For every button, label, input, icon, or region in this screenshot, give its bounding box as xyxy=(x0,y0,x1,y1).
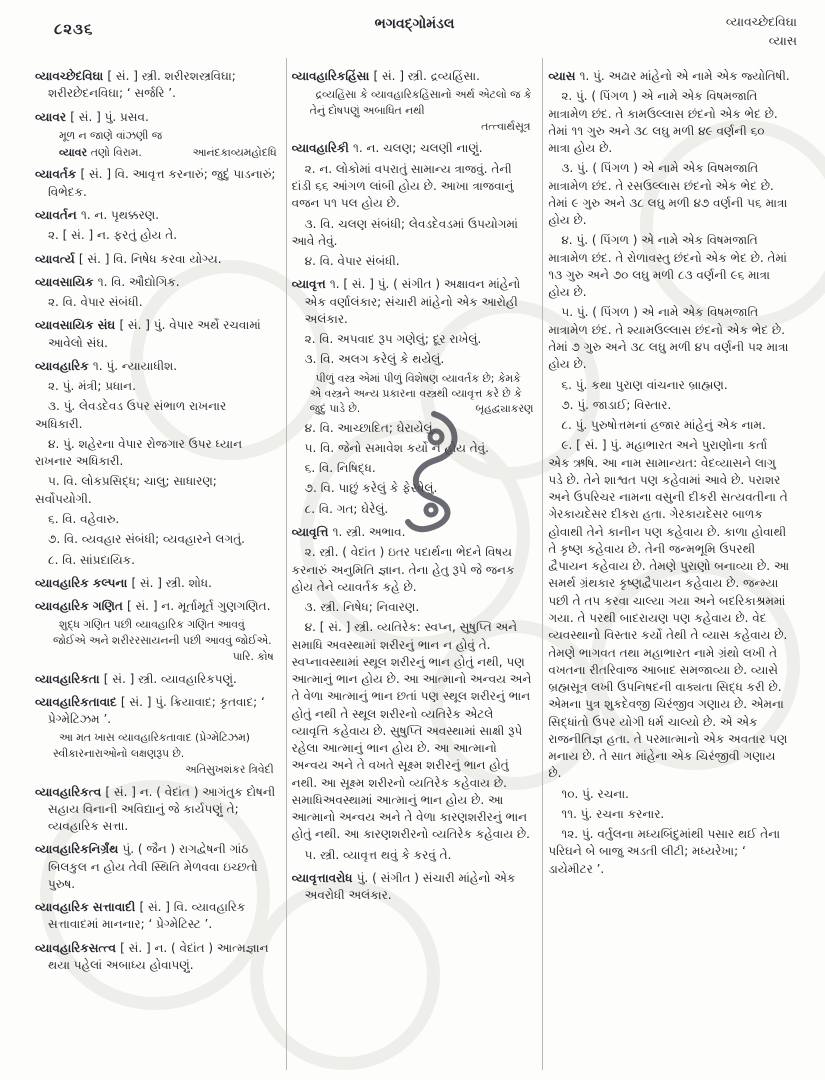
sense-block: ૬. વિ. નિષિદ્ધ. xyxy=(304,461,376,476)
sense-block: ૨. પું. ( પિંગળ ) એ નામે એક વિષમજાતિ માત્રામેળ છંદ. તે કામઉલ્લાસ છંદનો એક ભેદ છે. તેમાં ૧૧ ગુરુ અને ૩૮ લઘુ મળી ૪૯ વર્ણની ૬૦ માત્રા હોય છે. xyxy=(548,89,778,156)
quote-block: મૂળ ન જાણે વાંઝણી જ xyxy=(59,128,162,142)
sense-block: ૨. સ્ત્રી. ( વેદાંત ) ઇતર પદાર્થના ભેદને વિષય કરનારું અનુમિતિ જ્ઞાન. તેના હેતુ રૂપે જે જનક હોય તેને વ્યાવર્તક કહે છે. xyxy=(291,545,515,594)
headword: વ્યાવહારિકનિર્ગ્રંથ xyxy=(35,842,123,857)
headword: વ્યાવર્તક xyxy=(35,167,81,182)
sense-block: ૧૧. પું. રચના કરનાર. xyxy=(561,806,665,821)
sense-block: ૬. પું. કથા પુરાણ વાંચનાર બ્રાહ્મણ. xyxy=(561,377,728,392)
quote-block: દ્રવ્યહિંસા કે વ્યાવહારિકહિંસાનો અર્થ એટલો જ કે તેનું દોષપણું અબાધિત નથી xyxy=(309,88,532,117)
headword: વ્યાવસાયિક સંઘ xyxy=(35,318,120,333)
sense-block: ૨. ન. લોકોમાં વપરાતું સામાન્ય ત્રાજવું. તેની દાંડી ૬૬ આંગળ લાંબી હોય છે. આખા ત્રાજવાનું વજન ૫૧ પલ હોય છે. xyxy=(291,161,514,211)
quote-block: પીળું વસ્ત્ર એમાં પીળું વિશેષણ વ્યાવર્તક છે; કેમકે એ વસ્ત્રને અન્ય પ્રકારના વસ્ત્રથી વ્યાવૃત્ત કરે છે કે જુદું પાડે છે. બૃહદ્વ્યાકરણ xyxy=(309,371,534,416)
sense-block: ૫. વિ. જેનો સમાવેશ કર્યો ન હોય તેવું. xyxy=(304,440,489,455)
entry-block: વ્યાવહારિકસત્ત્વ [ સં. ] ન. ( વેદાંત ) આત્મજ્ઞાન થયા પહેલાં અબાધ્ય હોવાપણું. xyxy=(35,940,269,972)
entry-block: વ્યાવહારિકતાવાદ [ સં. ] પું. ક્રિયાવાદ; કૃતવાદ; ‘ પ્રેગ્મેટિઝમ ’. xyxy=(35,694,265,727)
page-header xyxy=(30,8,799,58)
sense-block: ૩. વિ. ચલણ સંબંધી; લેવડદેવડમાં ઉપયોગમાં આવે તેવું. xyxy=(291,216,518,248)
quote-block: શુદ્ધ ગણિત પછી વ્યાવહારિક ગણિત આવવું જોઈએ અને શરીરરસાયનની પછી આવવું જોઈએ. xyxy=(53,618,272,647)
entry-block: વ્યાવહારિક કલ્પના [ સં. ] સ્ત્રી. શોધ. xyxy=(35,575,212,590)
source-block: અતિસુખશંકર ત્રિવેદી xyxy=(185,762,274,776)
headword: વ્યાવહારિક સત્તાવાદી xyxy=(35,900,140,915)
guide-words xyxy=(726,12,797,51)
sense-block: ૪. પું. શહેરના વેપાર રોજગાર ઉપર ધ્યાન રાખનાર અધિકારી. xyxy=(35,436,243,469)
entry-block: વ્યાવહારિકનિર્ગ્રંથ પું. ( જૈન ) રાગદ્વેષની ગાંઠ બિલકુલ ન હોય તેવી સ્થિતિ મેળવવા ઇચ્છતો પુરુષ. xyxy=(35,842,258,891)
entry-block: વ્યાવહારિકતા [ સં. ] સ્ત્રી. વ્યાવહારિકપણું. xyxy=(35,671,237,686)
sense-block: ૩. પું. ( પિંગળ ) એ નામે એક વિષમજાતિ માત્રામેળ છંદ. તે રસઉલ્લાસ છંદનો એક ભેદ છે. તેમાં ૯ ગુરુ અને ૩૮ લઘુ મળી ૪૭ વર્ણની ૫૬ માત્રા હોય છે. xyxy=(548,161,788,228)
entry-block: વ્યાવહારિક સત્તાવાદી [ સં. ] વિ. વ્યાવહારિક સત્તાવાદમાં માનનાર; ‘ પ્રેગ્મેટિસ્ટ ’. xyxy=(35,900,246,932)
sense-block: ૮. પું. પુરુષોત્તમનાં હજાર માંહેનું એક નામ. xyxy=(561,418,766,433)
sense-block: ૫. વિ. લોકપ્રસિદ્ધ; ચાલુ; સાધારણ; સર્વોપયોગી. xyxy=(35,474,217,506)
sense-block: ૮. વિ. ગત; ઘેરેલું. xyxy=(304,501,389,516)
entry-block: વ્યાવહારિકત્વ [ સં. ] ન. ( વેદાંત ) આગંતુક દોષની સહાય વિનાની અવિદ્યાનું જે કાર્યપણું તે; વ્યવહારિક સત્તા. xyxy=(35,784,276,834)
headword: વ્યાવહારિક કલ્પના xyxy=(35,575,132,590)
entry-block: વ્યાવહારિકી ૧. ન. ચલણ; ચલણી નાણું. xyxy=(291,141,483,156)
sense-block: ૪. [ સં. ] સ્ત્રી. વ્યતિરેક: સ્વપ્ન, સુષુપ્તિ અને સમાધિ અવસ્થામાં શરીરનું ભાન ન હોવું તે. સ્વપ્નાવસ્થામાં સ્થૂલ શરીરનું ભાન હોતું નથી, પણ આત્માનું ભાન હોય છે. આ આત્માનો અન્વય અને તે વેળા આત્માનું ભાન છતાં પણ સ્થૂલ શરીરનું ભાન હોતું નથી તે સ્થૂલ શરીરનો વ્યતિરેક એટલે વ્યાવૃત્તિ કહેવાય છે. સુષુપ્તિ અવસ્થામાં સાક્ષી રૂપે રહેલા આત્માનું ભાન હોય છે. આ આત્માનો અન્વય અને તે વખતે સૂક્ષ્મ શરીરનું ભાન હોતું નથી. આ સૂક્ષ્મ શરીરનો વ્યતિરેક કહેવાય છે. સમાધિઅવસ્થામાં આત્માનું ભાન હોય છે. આ આત્માનો અન્વય અને તે વેળા કારણશરીરનું ભાન હોતું નથી. આ કારણશરીરનો વ્યતિરેક કહેવાય છે. xyxy=(291,620,532,842)
headword: વ્યાવચ્છેદવિઘા xyxy=(35,69,108,83)
headword: વ્યાવર xyxy=(35,109,71,124)
sense-block: ૨. વિ. વેપાર સંબંધી. xyxy=(48,295,143,310)
headword: વ્યાવહારિકત્વ xyxy=(35,784,106,799)
headword: વ્યાવહારિકતા xyxy=(35,671,104,686)
citation-source: બૃહદ્વ્યાકરણ xyxy=(475,402,534,416)
entry-block: વ્યાવચ્છેદવિઘા [ સં. ] સ્ત્રી. શરીરશસ્ત્રવિઘા; શરીરછેદનવિઘા; ‘ સર્જરિ ’. xyxy=(35,69,236,101)
sense-block: ૪. વિ. આચ્છાદિત; ઘેરાયેલું. xyxy=(304,420,437,435)
sense-block: ૧૨. પું. વર્તુલના મધ્યબિંદુમાંથી પસાર થઈ તેના પરિઘને બે બાજુ અડતી લીટી; મધ્યરેખા; ‘ ડાયેમીટર ’. xyxy=(548,827,781,876)
entry-block: વ્યાવૃત્તાવરોધ પું. ( સંગીત ) સંચારી માંહેનો એક અવરોધી અલંકાર. xyxy=(291,871,516,903)
entry-block: વ્યાવર્ત્ય [ સં. ] વિ. નિષેધ કરવા યોગ્ય. xyxy=(35,251,222,266)
headword: વ્યાવહારિક xyxy=(35,358,93,373)
sense-block: ૮. વિ. સાંપ્રદાયિક. xyxy=(48,552,135,567)
sense-block: ૧૦. પું. રચના. xyxy=(561,786,629,801)
guide-word-first: વ્યાવચ્છેદવિઘા xyxy=(725,14,797,29)
column-1 xyxy=(30,58,286,1070)
entry-block: વ્યાવર [ સં. ] પું. પ્રસવ. xyxy=(35,109,149,124)
sense-block: ૩. પું. લેવડદેવડ ઉપર સંભાળ રાખનાર અધિકારી. xyxy=(35,399,227,431)
headword: વ્યાવૃત્તાવરોધ xyxy=(291,871,357,886)
sense-block: ૭. પું. જાડાઈ; વિસ્તાર. xyxy=(561,397,672,412)
sense-block: ૨. પું. મંત્રી; પ્રધાન. xyxy=(48,379,136,394)
headword: વ્યાવર xyxy=(59,146,91,160)
headword: વ્યાવહારિકસત્ત્વ xyxy=(35,940,121,955)
headword: વ્યાવહારિકી xyxy=(291,141,353,156)
column-2 xyxy=(286,58,543,1070)
entry-block: વ્યાવસાયિક સંઘ [ સં. ] પું. વેપાર અર્થે રચવામાં આવેલો સંઘ. xyxy=(35,318,261,350)
guide-word-last: વ્યાસ xyxy=(768,33,797,49)
sense-block: ૫. સ્ત્રી. વ્યાવૃત્ત થવું કે કરવું તે. xyxy=(304,847,452,862)
source-block: પારિ. કોષ xyxy=(232,649,274,663)
sense-block: ૪. પું. ( પિંગળ ) એ નામે એક વિષમજાતિ માત્રામેળ છંદ. તે રોળાવસ્તુ છંદનો એક ભેદ છે. તેમાં ૧૩ ગુરુ અને ૭૦ લઘુ મળી ૮૩ વર્ણની ૯૬ માત્રા હોય છે. xyxy=(548,233,787,300)
headword: વ્યાસ xyxy=(548,69,580,83)
source-block: તત્ત્વાર્થસૂત્ર xyxy=(481,119,531,133)
sense-block: ૭. વિ. વ્યવહાર સંબંધી; વ્યવહારને લગતું. xyxy=(48,532,245,547)
citation-source: આનંદકાવ્યમહોદધિ xyxy=(192,146,277,160)
entry-block: વ્યાવર્તક [ સં. ] વિ. આવૃત્ત કરનારું; જુદું પાડનારું; વિભેદક. xyxy=(35,167,276,199)
sense-block: ૬. વિ. વહેવારુ. xyxy=(48,511,120,526)
entry-block: વ્યાવહારિક ગણિત [ સં. ] ન. મૂર્તામૂર્ત ગુણગણિત. xyxy=(35,599,271,614)
entry-block: વ્યાવહારિકહિંસા [ સં. ] સ્ત્રી. દ્રવ્યહિંસા. xyxy=(291,69,480,83)
headword: વ્યાવહારિકતાવાદ xyxy=(35,694,121,709)
column-3 xyxy=(542,58,799,1070)
entry-block: વ્યાવર્તન ૧. ન. પૃથક્કરણ. xyxy=(35,207,160,222)
headword: વ્યાવહારિક ગણિત xyxy=(35,599,127,614)
entry-block: વ્યાસ ૧. પું. અઢાર માંહેનો એ નામે એક જ્યોતિષી. xyxy=(548,69,790,83)
sense-block: ૫. પું. ( પિંગળ ) એ નામે એક વિષમજાતિ માત્રામેળ છંદ. તે શ્યામઉલ્લાસ છંદનો એક ભેદ છે. તેમાં ૭ ગુરુ અને ૩૮ લઘુ મળી ૪૫ વર્ણની ૫૨ માત્રા હોય છે. xyxy=(548,305,789,372)
text-columns xyxy=(30,58,799,1070)
sense-block: ૯. [ સં. ] પું. મહાભારત અને પુરાણોના કર્તા એક ઋષિ. આ નામ સામાન્યત: વેદવ્યાસને લાગુ પડે છે. તેને શાશ્વત પણ કહેવામાં આવે છે. પરાશર અને ઉપરિચર નામના વસુની દીકરી સત્યવતીના તે ગેરકાયદેસર દીકરા હતા. ગેરકાયદેસર બાળક હોવાથી તેને કાનીન પણ કહેવાય છે. કાળા હોવાથી તે કૃષ્ણ કહેવાય છે. તેની જન્મભૂમિ ઉપરથી દ્વૈપાયન કહેવાય છે. તેમણે પુરાણો બનાવ્યા છે. આ સમર્થ ગ્રંથકાર કૃષ્ણદ્વૈપાયન કહેવાય છે. જન્મ્યા પછી તે તપ કરવા ચાલ્યા ગયા અને બદરિકાશ્રમમાં ગયા. તે પરથી બાદરાયણ પણ કહેવાય છે. વેદ વ્યવસ્થાનો વિસ્તાર કર્યો તેથી તે વ્યાસ કહેવાય છે. તેમણે ભાગવત તથા મહાભારત નામે ગ્રંથો લખી તે વખતના રીતરિવાજ આબાદ સમજાવ્યા છે. વ્યાસે બ્રહ્મસૂત્ર લખી ઉપનિષદની વાક્યતા સિદ્ધ કરી છે. એમના પુત્ર શુકદેવજી ચિરંજીવ ગણાય છે. એમના સિદ્ધાંતો ઉપર યોગી ધર્મ ચાલ્યો છે. એ એક રાજનીતિજ્ઞ હતા. તે પરમાત્માનો એક અવતાર પણ મનાય છે. તે સાત માંહેના એક ચિરંજીવી ગણાય છે. xyxy=(548,438,790,781)
headword: વ્યાવર્તન xyxy=(35,207,81,222)
page-number: ૮૨૩૬ xyxy=(54,20,94,38)
book-title: ભગવદ્ગોમંડલ xyxy=(374,16,455,32)
entry-block: વ્યાવસાયિક ૧. વિ. ઔદ્યોગિક. xyxy=(35,274,180,289)
sense-block: ૪. વિ. વેપાર સંબંધી. xyxy=(304,254,400,269)
sense-block: ૨. વિ. અપવાદ રૂપ ગણેલું; દૂર રાખેલું. xyxy=(304,332,482,347)
entry-block: વ્યાવૃત્ત ૧. [ સં. ] પું. ( સંગીત ) અક્ષાવન માંહેનો એક વર્ણાલંકાર; સંચારી માંહેનો એક આરોહી અલંકાર. xyxy=(291,277,521,326)
sense-block: ૩. સ્ત્રી. નિષેધ; નિવારણ. xyxy=(304,600,420,615)
sense-block: ૭. વિ. પાછું કરેલું કે ફેરવેલું. xyxy=(304,481,438,496)
headword: વ્યાવહારિકહિંસા xyxy=(291,69,374,83)
headword: વ્યાવૃત્ત xyxy=(291,277,330,292)
headword: વ્યાવસાયિક xyxy=(35,274,98,289)
entry-block: વ્યાવહારિક ૧. પું. ન્યાયાધીશ. xyxy=(35,358,178,373)
sense-block: ૨. [ સં. ] ન. ફરતું હોય તે. xyxy=(48,228,178,243)
entry-block: વ્યાવૃત્તિ ૧. સ્ત્રી. અભાવ. xyxy=(291,524,406,539)
headword: વ્યાવર્ત્ય xyxy=(35,251,79,266)
headword: વ્યાવૃત્તિ xyxy=(291,524,333,539)
quote-block: આ મત ખાસ વ્યાવહારિકતાવાદ (પ્રેગ્મેટિઝમ) સ્વીકારનારાઓનો લક્ષણરૂપ છે. xyxy=(53,731,250,760)
quote-block: વ્યાવર તણો વિરામ. આનંદકાવ્યમહોદધિ xyxy=(59,146,277,160)
sense-block: ૩. વિ. અલગ કરેલું કે થયેલું. xyxy=(304,352,445,367)
